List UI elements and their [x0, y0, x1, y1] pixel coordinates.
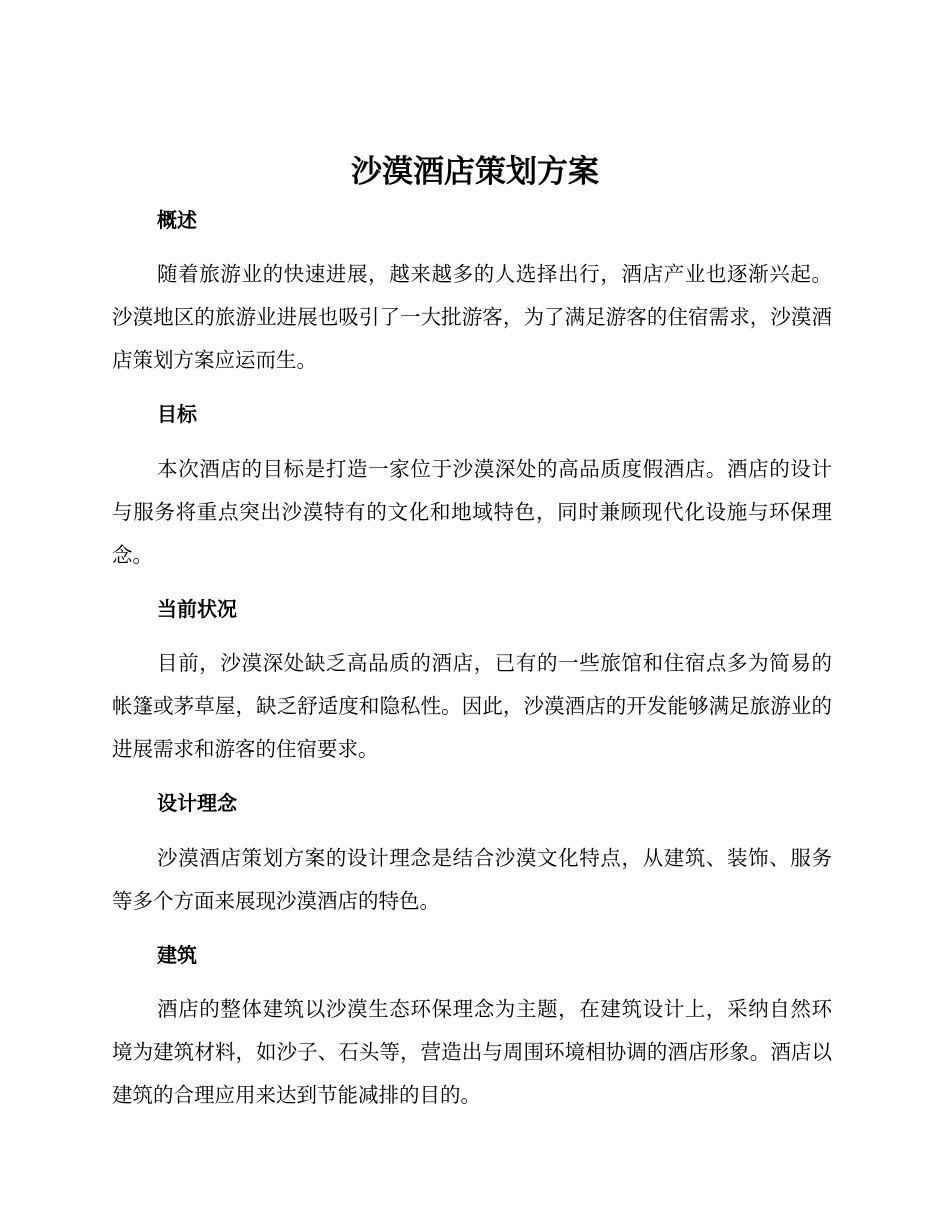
- section-body-design-concept: 沙漠酒店策划方案的设计理念是结合沙漠文化特点，从建筑、装饰、服务等多个方面来展现沙漠酒店的特色。: [112, 846, 832, 913]
- section-heading-architecture: 建筑: [157, 943, 197, 967]
- section-body-architecture: 酒店的整体建筑以沙漠生态环保理念为主题，在建筑设计上，采纳自然环境为建筑材料，如沙子、石头等，营造出与周围环境相协调的酒店形象。酒店以建筑的合理应用来达到节能减排的目的。: [112, 997, 832, 1107]
- document-title: 沙漠酒店策划方案: [351, 154, 599, 190]
- section-body-current-status: 目前，沙漠深处缺乏高品质的酒店，已有的一些旅馆和住宿点多为简易的帐篷或茅草屋，缺乏舒适度和隐私性。因此，沙漠酒店的开发能够满足旅游业的进展需求和游客的住宿要求。: [112, 651, 832, 761]
- section-body-overview: 随着旅游业的快速进展，越来越多的人选择出行，酒店产业也逐渐兴起。沙漠地区的旅游业进展也吸引了一大批游客，为了满足游客的住宿需求，沙漠酒店策划方案应运而生。: [112, 262, 832, 372]
- section-body-goal: 本次酒店的目标是打造一家位于沙漠深处的高品质度假酒店。酒店的设计与服务将重点突出沙漠特有的文化和地域特色，同时兼顾现代化设施与环保理念。: [112, 457, 832, 567]
- section-heading-current-status: 当前状况: [157, 597, 237, 621]
- section-heading-overview: 概述: [157, 208, 197, 232]
- section-heading-design-concept: 设计理念: [157, 791, 237, 815]
- section-heading-goal: 目标: [157, 402, 197, 426]
